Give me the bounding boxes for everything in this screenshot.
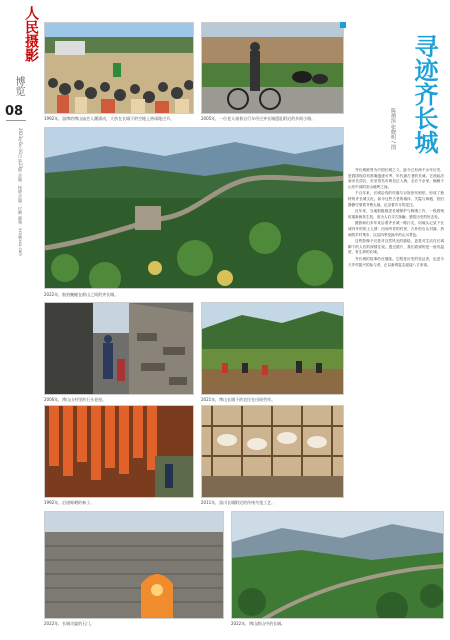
article-title: 寻迹齐长城 [410, 34, 439, 154]
masthead-logo: 人民摄影 [23, 6, 39, 62]
page-number: 08 [5, 104, 24, 119]
article-paragraph: 这些影像不仅是对自然风光的描绘，更是对生活在长城脚下的人们的深情注视。透过照片，我们看到的是一座有温度、有生命的长城。 [348, 239, 444, 255]
article-paragraph: 近年来，当地积极推进长城保护与修缮工作，一段段残垣重新焕发生机，成为人们寻古探幽、感悟历史的好去处。 [348, 209, 444, 219]
photo-farm-field [201, 302, 344, 395]
photo-caption: 2022年，长城关隘的石门。 [44, 621, 95, 626]
issue-meta: 2023年6月10日 第23期 责编：杨晓 美编：付琳 邮箱：xxx@xxx.com [18, 128, 23, 257]
photo-stone-gate [44, 511, 224, 619]
photo-caption: 2022年，博山群山中的长城。 [231, 621, 286, 626]
photo-caption: 1992年，淄博的博山庙会人潮涌动，大伙在长城下的空地上热闹地过节。 [44, 116, 175, 121]
photo-birdcages [201, 405, 344, 498]
article-paragraph: 齐长城的故事仍在继续。它既是历史的见证者，也是今天乡村振兴的参与者，正以新的姿态迎接八方来客。 [348, 256, 444, 267]
photo-caption: 2021年，博山长城下的农民在田间劳作。 [201, 397, 276, 402]
photo-stone-village [44, 302, 194, 395]
article-paragraph: 齐长城被誉为中国长城之父，距今已有两千余年历史，是我国现存有准确遗迹可考、年代最古老的长城。它西起济南市长清区，东至青岛市黄岛区入海，全长千余里，蜿蜒于山东中部的崇山峻岭之间。 [348, 168, 444, 189]
article-body [348, 168, 444, 618]
photo-festival [44, 22, 194, 114]
photo-aerial-wall [44, 127, 344, 289]
photo-caption: 2011年，淄川长城附近的传统鸟笼工艺。 [201, 500, 276, 505]
article-paragraph: 摄影师们多年来沿着齐长城一路行走，用镜头记录下长城内外的风土人情：田间劳作的村民、古朴的石头村落、热闹的乡村集市，以及四季变换中的山川景色。 [348, 221, 444, 237]
photo-bicycle [201, 22, 344, 114]
photo-persimmons [44, 405, 194, 498]
photo-caption: 2005年，一位老人骑着自行车经过齐长城遗址附近的乡间小路。 [201, 116, 316, 121]
section-label: 博览 [13, 76, 24, 96]
title-accent [340, 22, 346, 28]
photo-caption: 2022年，航拍蜿蜒在群山之间的齐长城。 [44, 292, 119, 297]
photo-caption: 1992年，沿途晾晒的柿子。 [44, 500, 95, 505]
article-byline: 陈炳滨 张晓明 / 图 [390, 108, 396, 150]
divider [6, 120, 26, 121]
photo-caption: 2006年，博山山村里的石头老屋。 [44, 397, 107, 402]
article-paragraph: 千百年来，长城沿线的村落与百姓世代相依，形成了独特的齐长城文化。如今这些古老的墙体、关隘与烽燧，依旧静静守望着齐鲁大地，记录着岁月的变迁。 [348, 191, 444, 207]
